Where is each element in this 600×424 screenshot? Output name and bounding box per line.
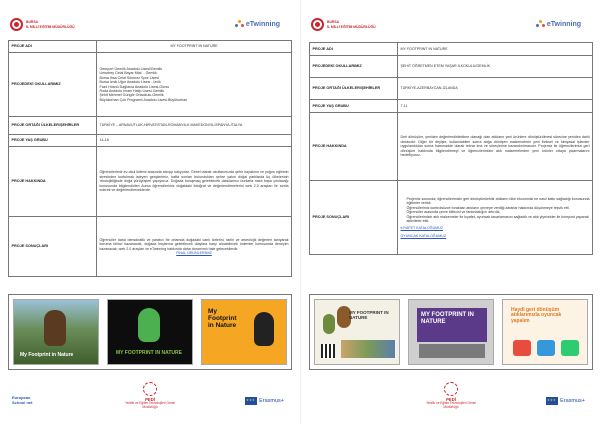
school-item: Gemport Gemlik Anadolu Lisesi/Gemlik	[99, 66, 163, 71]
school-item: Roda Anadolu İmam Hatip Lisesi-Gemlik	[99, 88, 165, 93]
project-table-right	[309, 42, 593, 255]
etwinning-text: eTwinning	[546, 21, 581, 28]
page-footer	[0, 378, 300, 424]
collage-strip	[341, 340, 395, 358]
yegitek-name: PEDİ	[145, 397, 155, 402]
result-item: Öğrencilerimiz kontrolsüzce bırakılan atıkların çevreye verdiği zararlar hakkında düşünmeye teşvik etti.	[406, 205, 570, 210]
photo-strip-right	[309, 294, 593, 370]
label-partners: PROJE ORTAĞI ÜLKELER/ŞEHİRLER	[310, 78, 398, 100]
about-text: Deri dönüşüm, yeniden değerlendirilebilme olanağı olan atıkların yeni ürünlere dönüştürülmesi sürecine yeniden dahil olmasıdır. Diğer bir deyişle, kullanılabilen sonra atığa dönüşen malzemelerin yeni fiziksel ve kimyasal işlemler uygulandıktan sonra hammadde olarak tekrar ima ve süreçlerine kazandırılmasıdır. Projemiz ile öğrencilerimizi geri dönüşüm hakkında bilgilendirmeyi ve öğrencilerimizin atık malzemelerden yeni ürünler ortaya çıkarmalarını hedefliyoruz.	[398, 113, 593, 181]
schoolnet-line2: School net	[12, 399, 33, 405]
final-products-link[interactable]: FİNAL ÜRÜNLERİMİZ	[176, 250, 212, 255]
partners: TÜRKİYE-AZERBAYCAN-İZLANDA	[398, 78, 593, 100]
schools-list	[97, 53, 292, 117]
label-partners: PROJE ORTAĞI ÜLKELER/ŞEHİRLER	[9, 117, 97, 135]
result-item: Öğrencilerimizin atık malzemeler ile kıyafet, oyuncak tasarlamasını sağladık ve atık yiyecekler ile kompost yaparak aktiviteler etik.	[406, 214, 589, 223]
label-project-name: PROJE ADI	[9, 41, 97, 53]
etwinning-star-icon	[235, 20, 244, 29]
yegitek-emblem-icon	[444, 382, 458, 396]
right-page	[300, 0, 600, 424]
qr-code-icon	[321, 344, 335, 358]
photo-collage-footprint	[314, 299, 400, 365]
meb-line1: BURSA	[26, 20, 39, 25]
european-schoolnet-logo	[12, 396, 32, 405]
yegitek-subtitle: Yenilik ve Eğitim Teknolojileri Genel Müdürlüğü	[125, 401, 175, 409]
photo-toy-poster	[502, 299, 588, 365]
photo-label: MY FOOTPRINT IN NATURE	[421, 312, 474, 325]
clothing-catalog-link[interactable]: KIYAFET KATALOĞUMUZ	[400, 226, 443, 231]
school-item: Şehit Mehmet Güngör Ortaokulu-Gemlik	[99, 93, 164, 98]
age-group: 7-11	[398, 100, 593, 113]
result-item: Öğrenciler arasında çevre bilincini ve farkındalığını artırdık.	[406, 210, 501, 215]
label-age: PROJE YAŞ GRUBU	[310, 100, 398, 113]
footprint-icon	[323, 314, 335, 334]
label-about: PROJE HAKKINDA	[310, 113, 398, 181]
photo-orange-footprint	[201, 299, 287, 365]
footprint-icon	[44, 310, 66, 346]
table-surface	[419, 344, 485, 358]
yegitek-logo	[419, 382, 483, 410]
photo-label: MY FOOTPRINT IN NATURE	[116, 349, 182, 356]
meb-logo	[311, 18, 376, 31]
label-age: PROJE YAŞ GRUBU	[9, 135, 97, 147]
label-results: PROJE SONUÇLARI	[9, 217, 97, 277]
meb-emblem-icon	[311, 18, 324, 31]
school-item: Fazıl Hüsnü Dağlarca Anadolu Lisesi-Gürsu	[99, 84, 170, 89]
eu-flag-icon	[245, 397, 257, 405]
results-text: Öğrenciler daha demokratik ve yaratıcı bir ortamda doğadaki canlı türlerini, tarihi ve arkeolojik değerleri tanıyarak koruma bilinci kazanacak, doğada koşlarına gelebilecek olaylara karşı alınabilecek önlemler konusunda deneyim kazanacak, web 2.0 araçları ve eTwinning hakkında daha donanımlı hale gelecekllerdir.	[99, 237, 289, 251]
toy-icon	[537, 340, 555, 356]
photo-strip-left	[8, 294, 292, 370]
school-item: Bursa Ihsa Celal Sönmez Spor Lisesi	[99, 75, 159, 80]
meb-line1: BURSA	[327, 20, 340, 25]
photo-label: Haydi geri dönüşüm atıklarımızla oyuncak yapalım	[511, 307, 562, 324]
page-footer	[301, 378, 600, 424]
label-results: PROJE SONUÇLARI	[310, 181, 398, 255]
yegitek-subtitle: Yenilik ve Eğitim Teknolojileri Genel Müdürlüğü	[426, 401, 476, 409]
yegitek-emblem-icon	[143, 382, 157, 396]
project-name: MY FOOTPRINT IN NATURE	[97, 41, 292, 53]
etwinning-logo	[536, 20, 581, 29]
erasmus-logo	[245, 397, 284, 405]
yegitek-logo	[118, 382, 182, 410]
results-cell	[398, 181, 593, 255]
toy-catalog-link[interactable]: OYUNCAK KATALOĞUMUZ	[400, 233, 447, 238]
etwinning-text: eTwinning	[245, 21, 280, 28]
erasmus-logo	[546, 397, 585, 405]
photo-green-footprint	[107, 299, 193, 365]
photo-forest-footprint	[13, 299, 99, 365]
photo-label: My Footprint in Nature	[20, 351, 74, 358]
results-cell	[97, 217, 292, 277]
label-about: PROJE HAKKINDA	[9, 147, 97, 217]
toy-icon	[561, 340, 579, 356]
project-name: MY FOOTPRINT IN NATURE	[398, 43, 593, 56]
footprint-icon	[138, 308, 160, 342]
schoolnet-line1: European	[12, 395, 31, 400]
erasmus-text: Erasmus+	[560, 398, 585, 404]
photo-label: My Footprint in Nature	[208, 308, 237, 329]
about-text: Öğrencilerimiz ev-okul ikilemi arasında sıkışıp kalıyorlar. Genel olarak okullarımızda şehir hayatının ve yoğun eğitimin stresinden kurtulmak isteyen gençlerimiz, hafta sonları bulundukları şehre yakın doğal parklarda üç ülkelerinin ‘ekolojikliğinde doğa yürüyüşleri yapıyoruz. Doğada buluşmaq gelebilecek olasılarınız bunlarla nasıl başa çıkılacağı konusunda bilgilendirilen Aurca öğrencilerimiz doğaldaki fotoğraf ve değerlendirmelerini web 2.0 araçları ile sınıfa ederek ve değerlendireceklerdir.	[97, 147, 292, 217]
page-header	[0, 10, 300, 44]
footprint-icon	[254, 312, 274, 346]
label-project-name: PROJE ADI	[310, 43, 398, 56]
toy-icon	[513, 340, 531, 356]
yegitek-name: PEDİ	[446, 397, 456, 402]
meb-line2: İL MİLLİ EĞİTİM MÜDÜRLÜĞÜ	[26, 24, 75, 29]
school-item: Büyükorhan Çok Programlı Anadolu Lisesi-Büyükorhan	[99, 97, 188, 102]
partners: TÜRKİYE – ARNAVUTLUK-HIRVATİSTAN-ROMANYA-K.MAKEDONYA-İSPANYA-İTALYA	[97, 117, 292, 135]
meb-line2: İL MİLLİ EĞİTİM MÜDÜRLÜĞÜ	[327, 24, 376, 29]
school-item: Umurbey Celal Bayar Mtal. - Gemlik	[99, 71, 157, 76]
photo-label: MY FOOTPRINT IN NATURE	[349, 310, 389, 321]
schools: ŞEHİT ÖĞRETMEN ETEM YAŞAR İLKOKULU/GEMLİK	[398, 56, 593, 78]
school-item: Bursa İznik Uğur Anadolu Lisesi - İznik	[99, 80, 161, 85]
age-group: 14-18	[97, 135, 292, 147]
result-item: Projemiz sonunda; öğrencilerimizin geri dönüştürülebilir atıkların ülke ekonomisi ne nasıl katkı sağladığı konusunda eğitimler verildi.	[406, 196, 590, 206]
etwinning-star-icon	[536, 20, 545, 29]
meb-logo	[10, 18, 75, 31]
etwinning-logo	[235, 20, 280, 29]
meb-emblem-icon	[10, 18, 23, 31]
project-table-left	[8, 40, 292, 277]
label-schools: PROJEDEKİ OKULLARIMIZ	[9, 53, 97, 117]
erasmus-text: Erasmus+	[259, 398, 284, 404]
photo-purple-footprint	[408, 299, 494, 365]
page-header	[301, 10, 600, 44]
label-schools: PROJEDEKİ OKULLARIMIZ	[310, 56, 398, 78]
eu-flag-icon	[546, 397, 558, 405]
